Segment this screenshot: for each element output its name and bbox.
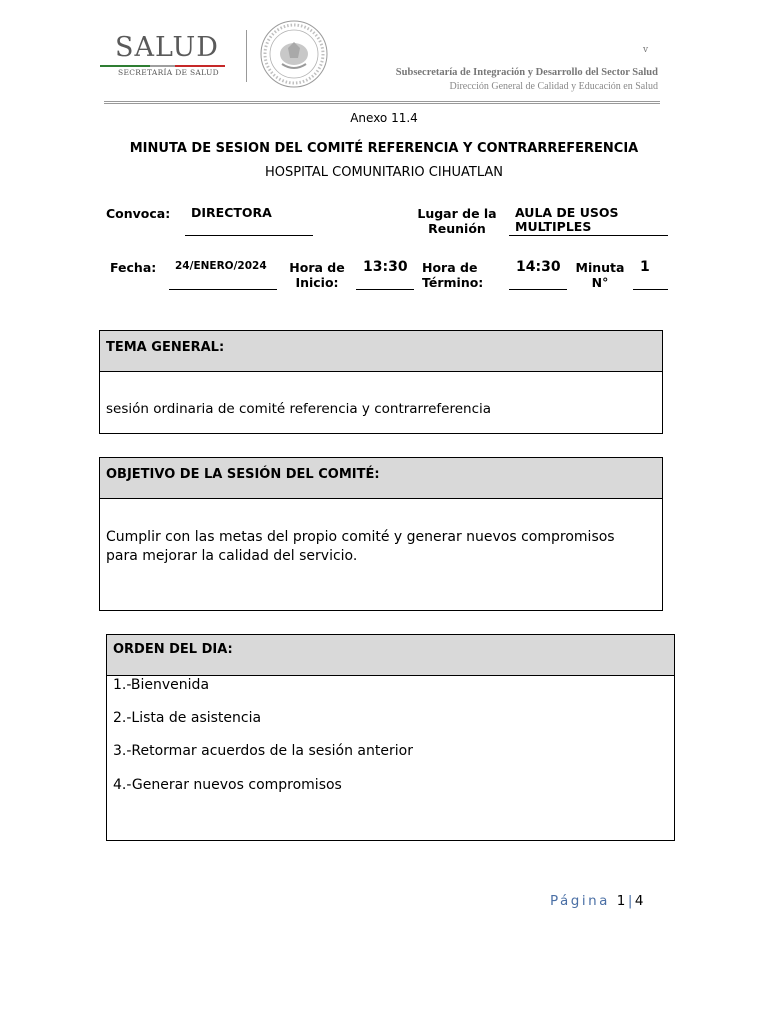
objetivo-box — [99, 457, 663, 611]
corner-mark: v — [643, 45, 649, 55]
national-seal-icon — [258, 18, 330, 90]
minuta-value: 1 — [640, 259, 650, 275]
hora-inicio-value: 13:30 — [363, 259, 408, 275]
page-total: 4 — [634, 893, 646, 909]
page-title: MINUTA DE SESION DEL COMITÉ REFERENCIA Y CONTRARREFERENCIA — [129, 141, 639, 156]
hora-termino-value: 14:30 — [516, 259, 561, 275]
hospital-name: HOSPITAL COMUNITARIO CIHUATLAN — [265, 165, 503, 180]
page-number-footer — [550, 893, 646, 909]
objetivo-line1: Cumplir con las metas del propio comité y generar nuevos compromisos — [106, 529, 615, 545]
subsecretaria-text: Subsecretaría de Integración y Desarrollo del Sector Salud — [395, 67, 658, 78]
minuta-label-line2: N° — [591, 275, 609, 290]
orden-del-dia-box — [106, 634, 675, 841]
orden-item-4: 4.-Generar nuevos compromisos — [113, 777, 342, 793]
hora-termino-underline — [509, 289, 567, 290]
hora-termino-label-line2: Término: — [422, 275, 484, 290]
tema-general-box — [99, 330, 663, 434]
minuta-underline — [633, 289, 668, 290]
hora-termino-label-line1: Hora de — [422, 260, 478, 275]
tema-general-header — [100, 331, 662, 372]
direccion-text: Dirección General de Calidad y Educación en Salud — [449, 81, 658, 92]
lugar-label — [410, 206, 504, 236]
orden-item-1: 1.-Bienvenida — [113, 677, 210, 693]
fecha-label: Fecha: — [110, 260, 157, 275]
lugar-value-line1: AULA DE USOS — [515, 205, 619, 220]
tema-general-heading: TEMA GENERAL: — [106, 340, 225, 355]
logo-subtitle: SECRETARÍA DE SALUD — [118, 68, 219, 77]
lugar-label-line2: Reunión — [428, 221, 486, 236]
orden-del-dia-heading: ORDEN DEL DIA: — [113, 642, 233, 657]
convoca-underline — [185, 235, 313, 236]
logo-word: SALUD — [115, 32, 219, 63]
objetivo-heading: OBJETIVO DE LA SESIÓN DEL COMITÉ: — [106, 467, 380, 482]
hora-inicio-label-line1: Hora de — [289, 260, 345, 275]
tema-general-text: sesión ordinaria de comité referencia y contrarreferencia — [106, 401, 492, 417]
objetivo-text — [106, 528, 615, 566]
hora-inicio-label-line2: Inicio: — [295, 275, 339, 290]
header-separator — [246, 30, 247, 82]
hora-inicio-underline — [356, 289, 414, 290]
lugar-label-line1: Lugar de la — [417, 206, 497, 221]
orden-del-dia-header — [107, 635, 674, 676]
page-separator: | — [627, 893, 635, 909]
lugar-underline — [509, 235, 668, 236]
page-word: Página — [549, 893, 610, 909]
fecha-value: 24/ENERO/2024 — [175, 260, 267, 272]
page-current: 1 — [616, 893, 628, 909]
convoca-value: DIRECTORA — [191, 205, 272, 220]
hora-termino-label — [422, 260, 483, 290]
salud-logo — [100, 32, 230, 82]
hora-inicio-label — [286, 260, 348, 290]
objetivo-line2: para mejorar la calidad del servicio. — [106, 548, 358, 564]
annex-label: Anexo 11.4 — [350, 111, 418, 125]
orden-item-3: 3.-Retormar acuerdos de la sesión anterior — [113, 743, 413, 759]
fecha-underline — [169, 289, 277, 290]
objetivo-header — [100, 458, 662, 499]
minuta-label-line1: Minuta — [575, 260, 625, 275]
orden-item-2: 2.-Lista de asistencia — [113, 710, 262, 726]
convoca-label: Convoca: — [106, 206, 171, 221]
minuta-label — [572, 260, 628, 290]
logo-tricolor-line — [100, 65, 225, 67]
lugar-value — [515, 206, 618, 234]
header-rule — [104, 101, 660, 104]
lugar-value-line2: MULTIPLES — [515, 219, 592, 234]
